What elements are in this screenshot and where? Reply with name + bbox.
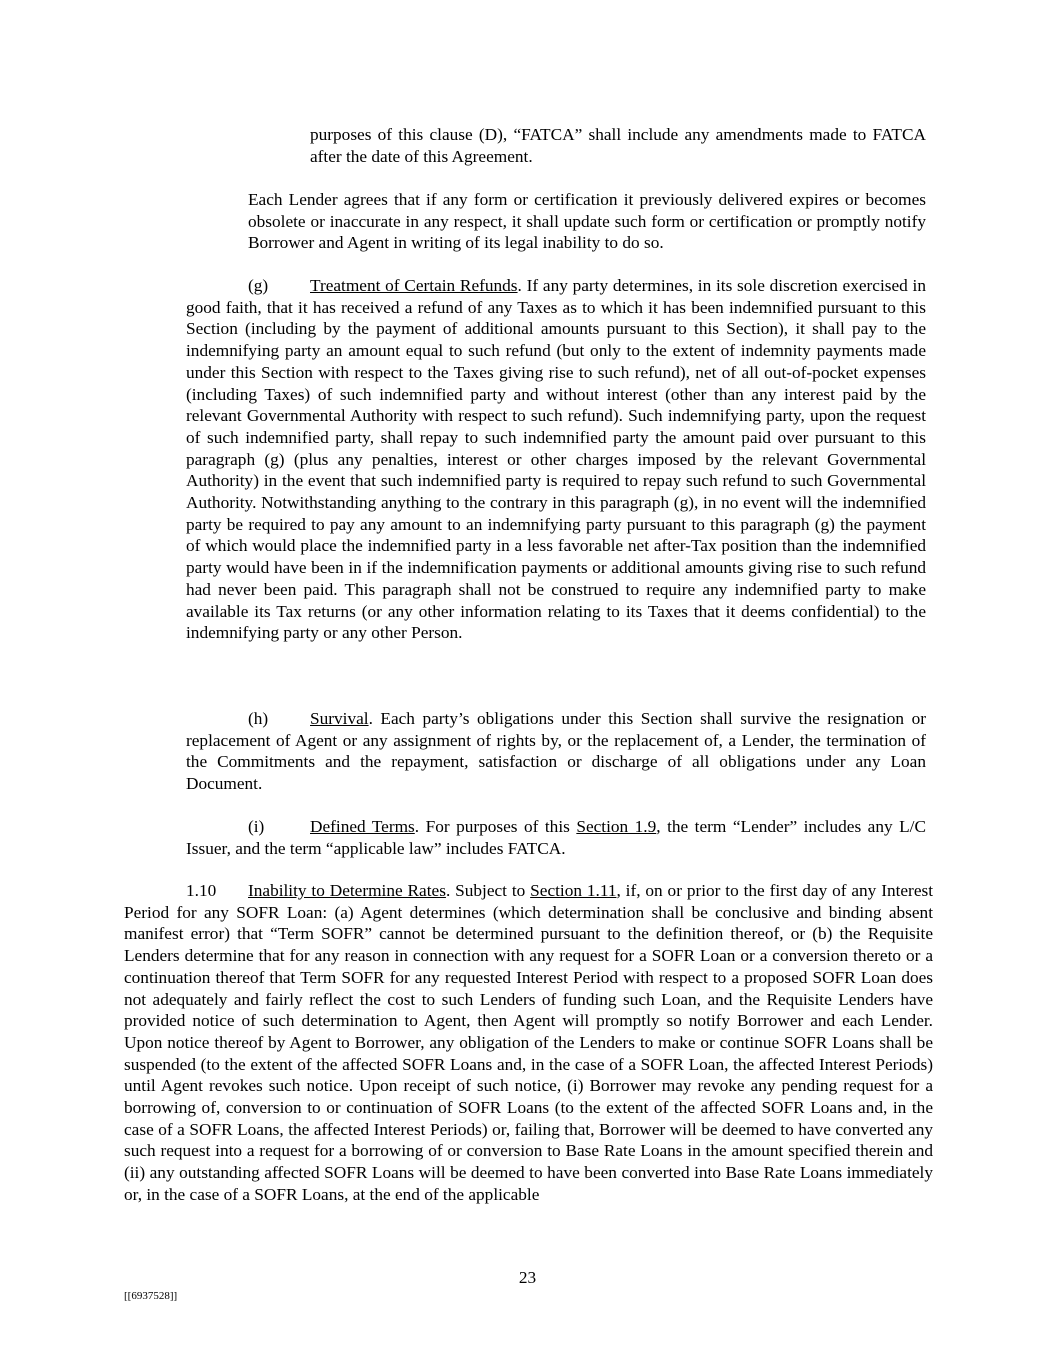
section-1-10-heading: Inability to Determine Rates (248, 881, 446, 900)
document-id: [[6937528]] (124, 1290, 178, 1302)
section-reference-link: Section 1.9 (576, 817, 657, 836)
fatca-clause-text: purposes of this clause (D), “FATCA” shall include any amendments made to FATCA after the date of this Agreement. (310, 125, 926, 166)
paragraph-g-label: (g) (248, 276, 269, 295)
paragraph-h-body: . Each party’s obligations under this Section shall survive the resignation or replacement of Agent or any assignment of rights by, or the replacement of, a Lender, the termination of the Commitments and the repayment, satisfaction or discharge of all obligations under any Loan Document. (186, 709, 926, 794)
paragraph-h-heading: Survival (310, 709, 369, 728)
section-reference-link: Section 1.11 (530, 881, 617, 900)
paragraph-i-label: (i) (248, 817, 265, 836)
section-1-10-label: 1.10 (186, 881, 217, 900)
section-1-10-body-a: . Subject to (445, 881, 531, 900)
paragraph-g (186, 275, 926, 644)
paragraph-h-label: (h) (248, 709, 269, 728)
page-number: 23 (518, 1268, 537, 1287)
paragraph-i-body-a: . For purposes of this (414, 817, 577, 836)
paragraph-g-body: . If any party determines, in its sole discretion exercised in good faith, that it has received a refund of any Taxes as to which it has been indemnified pursuant to this Section (including by the payment of additional amounts pursuant to this Section), it shall pay to the indemnifying party an amount equal to such refund (but only to the extent of indemnity payments made under this Section with respect to the Taxes giving rise to such refund), net of all out-of-pocket expenses (including Taxes) of such indemnified party and without interest (other than any interest paid by the relevant Governmental Authority with respect to such refund). Such indemnifying party, upon the request of such indemnified party, shall repay to such indemnified party the amount paid over pursuant to this paragraph (g) (plus any penalties, interest or other charges imposed by the relevant Governmental Authority) in the event that such indemnified party is required to repay such refund to such Governmental Authority. Notwithstanding anything to the contrary in this paragraph (g), in no event will the indemnified party be required to pay any amount to an indemnifying party pursuant to this paragraph (g) the payment of which would place the indemnified party in a less favorable net after-Tax position than the indemnified party would have been in if the indemnification payments or additional amounts giving rise to such refund had never been paid. This paragraph shall not be construed to require any indemnified party to make available its Tax returns (or any other information relating to its Taxes that it deems confidential) to the indemnifying party or any other Person. (186, 276, 927, 643)
paragraph-g-heading: Treatment of Certain Refunds (310, 276, 518, 295)
paragraph-i-body-b: , the term “Lender” includes any L/C Issuer, and the term “applicable law” includes FATCA. (186, 817, 926, 858)
paragraph-i-heading: Defined Terms (310, 817, 415, 836)
section-1-10 (124, 880, 933, 1206)
paragraph-i (186, 816, 926, 859)
paragraph-h (186, 708, 926, 795)
lender-update-paragraph: Each Lender agrees that if any form or certification it previously delivered expires or becomes obsolete or inaccurate in any respect, it shall update such form or certification or promptly notify Borrower and Agent in writing of its legal inability to do so. (248, 190, 926, 253)
section-1-10-body-b: , if, on or prior to the first day of any Interest Period for any SOFR Loan: (a) Agent determines (which determination shall be conclusive and binding absent manifest error) that “Term SOFR” cannot be determined pursuant to the definition thereof, or (b) the Requisite Lenders determine that for any reason in connection with any request for a SOFR Loan or a conversion thereto or a continuation thereof that Term SOFR for any requested Interest Period with respect to a proposed SOFR Loan does not adequately and fairly reflect the cost to such Lenders of funding such Loan, and the Requisite Lenders have provided notice of such determination to Agent, then Agent will promptly so notify Borrower and each Lender. Upon notice thereof by Agent to Borrower, any obligation of the Lenders to make or continue SOFR Loans shall be suspended (to the extent of the affected SOFR Loans and, in the case of a SOFR Loan, the affected Interest Periods) until Agent revokes such notice. Upon receipt of such notice, (i) Borrower may revoke any pending request for a borrowing of, conversion to or continuation of SOFR Loans (to the extent of the affected SOFR Loans and, in the case of a SOFR Loans, the affected Interest Periods) or, failing that, Borrower will be deemed to have converted any such request into a request for a borrowing of or conversion to Base Rate Loans in the amount specified therein and (ii) any outstanding affected SOFR Loans will be deemed to have been converted into Base Rate Loans immediately or, in the case of a SOFR Loans, at the end of the applicable (124, 881, 934, 1204)
